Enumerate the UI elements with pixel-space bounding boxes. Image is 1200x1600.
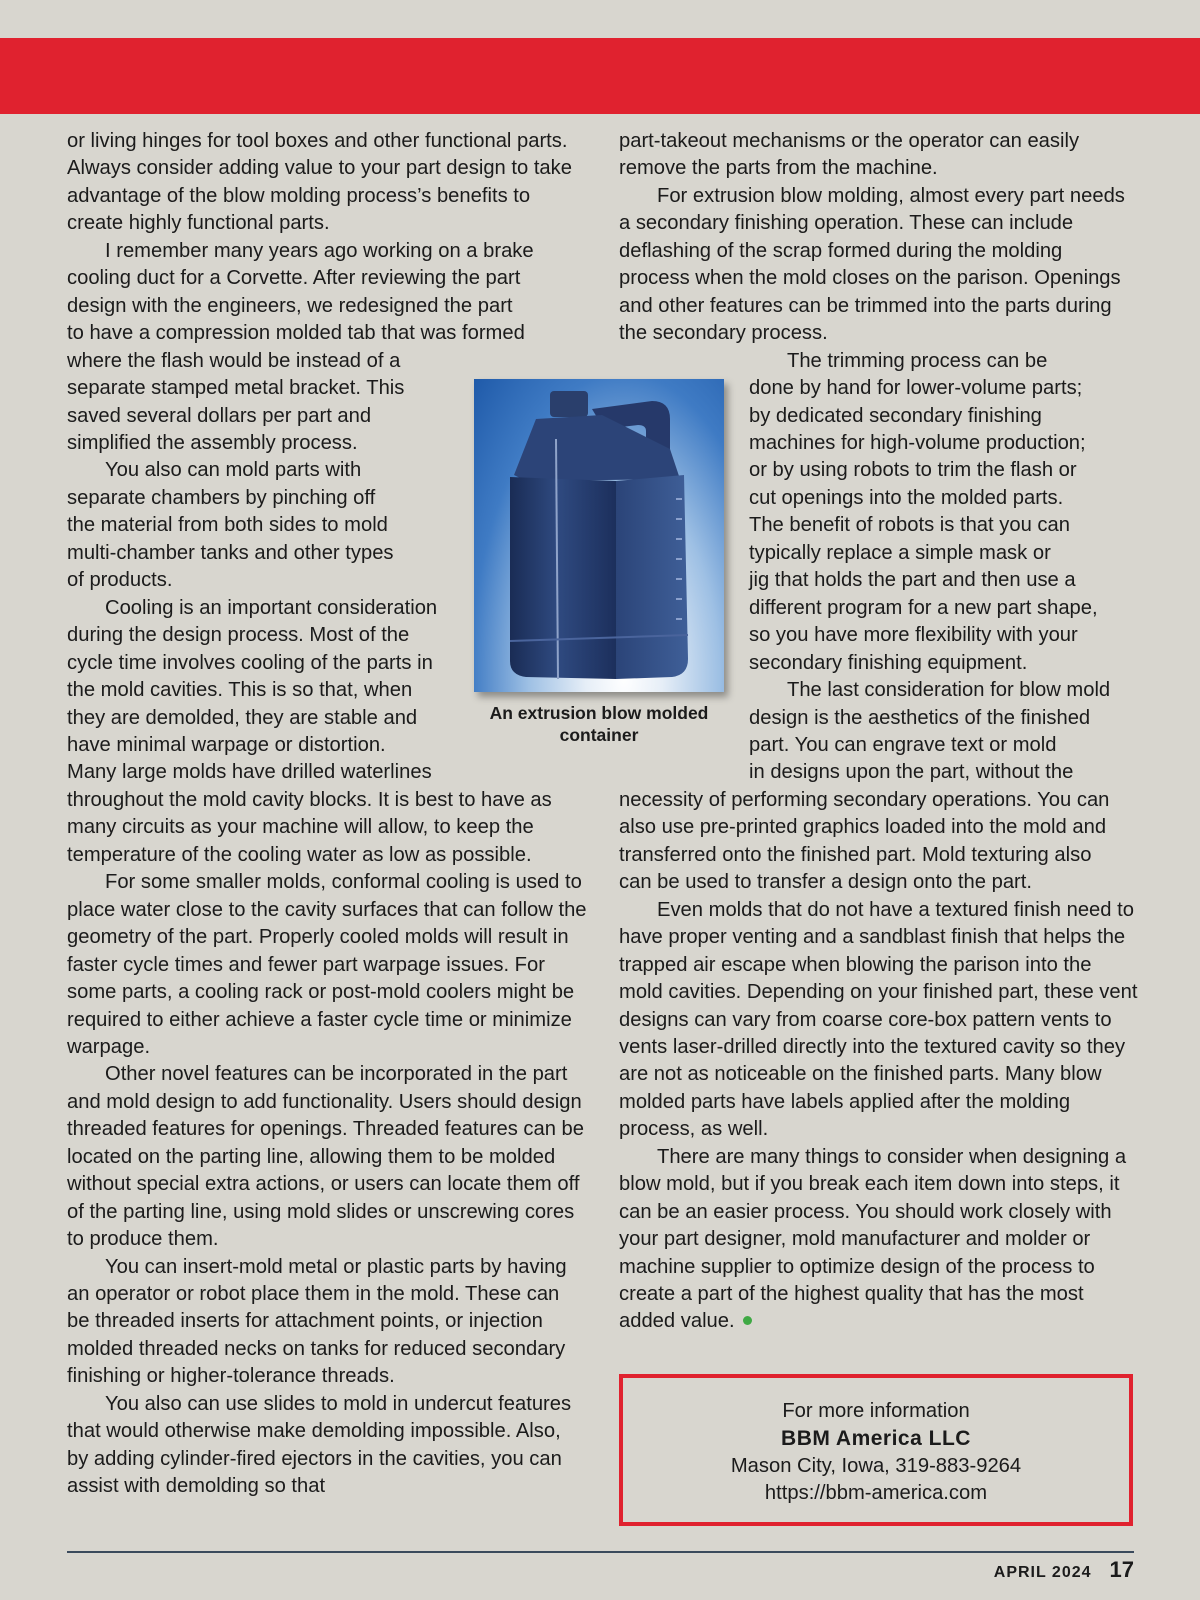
text-line: can be used to transfer a design onto the part. [619, 871, 1032, 894]
text-line: typically replace a simple mask or [749, 541, 1051, 564]
text-line: transferred onto the finished part. Mold texturing also [619, 843, 1092, 866]
text-line: or by using robots to trim the flash or [749, 459, 1077, 482]
text-line: Many large molds have drilled waterlines [67, 761, 432, 784]
paragraph: For extrusion blow molding, almost every part needs a secondary finishing operation. These can include deflashing of the scrap formed during the molding process when the mold closes on the parison. Openings and other features can be trimmed into the parts during the secondary process. [619, 184, 1125, 345]
text-line: different program for a new part shape, [749, 596, 1098, 619]
text-line: I remember many years ago working on a brake [105, 239, 534, 262]
paragraph: For some smaller molds, conformal cooling is used to place water close to the cavity surfaces that can follow the geometry of the part. Properly cooled molds will result in faster cycle times and fewer part warpage issues. For some parts, a cooling rack or post-mold coolers might be required to either achieve a faster cycle time or minimize warpage. [67, 871, 587, 1058]
jug-illustration [474, 379, 724, 692]
text-line: machines for high-volume production; [749, 431, 1086, 454]
text-line: by dedicated secondary finishing [749, 404, 1042, 427]
paragraph: You can insert-mold metal or plastic parts by having an operator or robot place them in the mold. These can be threaded inserts for attachment points, or injection molded threaded necks on tanks for reduced secondary finishing or higher-tolerance threads. [67, 1255, 567, 1388]
text-line: of products. [67, 569, 173, 592]
info-lead: For more information [782, 1400, 970, 1422]
paragraph-text: There are many things to consider when designing a blow mold, but if you break each item down into steps, it can be an easier process. You should work closely with your part designer, mold manufacturer and molder or machine supplier to optimize design of the process to create a part of the highest quality that has the most added value. [619, 1145, 1127, 1333]
issue-date: APRIL 2024 [993, 1564, 1092, 1581]
side-face [616, 475, 688, 679]
paragraph: part-takeout mechanisms or the operator can easily remove the parts from the machine. [619, 130, 1080, 180]
left-column [67, 128, 587, 1501]
text-line: have minimal warpage or distortion. [67, 733, 386, 756]
page-footer [994, 1557, 1134, 1583]
figure-caption: An extrusion blow molded container [489, 703, 709, 745]
text-line: saved several dollars per part and [67, 404, 372, 427]
page-number: 17 [1109, 1557, 1134, 1582]
company-address: Mason City, Iowa, 319-883-9264 [730, 1454, 1022, 1477]
text-line: separate chambers by pinching off [67, 486, 376, 509]
footer-rule [67, 1551, 1134, 1553]
text-line: so you have more flexibility with your [749, 624, 1078, 647]
text-line: The trimming process can be [787, 349, 1048, 372]
text-line: Cooling is an important consideration [105, 596, 438, 619]
text-line: cut openings into the molded parts. [749, 486, 1064, 509]
text-line: design is the aesthetics of the finished [749, 706, 1091, 729]
text-line: cooling duct for a Corvette. After reviewing the part [67, 267, 521, 290]
text-line: jig that holds the part and then use a [749, 569, 1076, 592]
company-name: BBM America LLC [781, 1427, 971, 1451]
text-line: done by hand for lower-volume parts; [749, 377, 1083, 400]
text-line: design with the engineers, we redesigned the part [67, 294, 513, 317]
text-line: necessity of performing secondary operations. You can [619, 788, 1110, 811]
text-line: in designs upon the part, without the [749, 761, 1074, 784]
paragraph [619, 1144, 1138, 1336]
company-url[interactable]: https://bbm-america.com [764, 1482, 988, 1505]
header-band [0, 38, 1200, 114]
paragraph: Even molds that do not have a textured finish need to have proper venting and a sandblast finish that helps the trapped air escape when blowing the parison into the mold cavities. Depending on your finished part, these vent designs can vary from coarse core-box pattern vents to vents laser-drilled directly into the textured cavity so they are not as noticeable on the finished parts. Many blow molded parts have labels applied after the molding process, as well. [619, 898, 1138, 1141]
paragraph: Other novel features can be incorporated in the part and mold design to add functionality. Users should design threaded features for openings. Threaded features can be located on the parting line, allowing them to be molded without special extra actions, or users can locate them off of the parting line, using mold slides or unscrewing cores to produce them. [67, 1063, 585, 1251]
text-line: The benefit of robots is that you can [749, 514, 1070, 537]
info-box [619, 1374, 1133, 1526]
text-line: separate stamped metal bracket. This [67, 377, 405, 400]
text-line: The last consideration for blow mold [787, 679, 1111, 702]
container-photo [474, 379, 724, 692]
paragraph: You also can use slides to mold in undercut features that would otherwise make demolding impossible. Also, by adding cylinder-fired ejectors in the cavities, you can assist with demolding so that [67, 1392, 572, 1498]
text-line: also use pre-printed graphics loaded into the mold and [619, 816, 1107, 839]
end-mark-icon [743, 1316, 752, 1325]
text-line: they are demolded, they are stable and [67, 706, 418, 729]
text-line: simplified the assembly process. [67, 431, 358, 454]
text-line: secondary finishing equipment. [749, 651, 1028, 674]
text-line: multi-chamber tanks and other types [67, 541, 394, 564]
text-line: where the flash would be instead of a [67, 349, 401, 372]
paragraph: or living hinges for tool boxes and other functional parts. Always consider adding value to your part design to take advantage of the blow molding process’s benefits to create highly functional parts. [67, 130, 572, 235]
text-line: temperature of the cooling water as low as possible. [67, 843, 532, 866]
text-line: during the design process. Most of the [67, 624, 410, 647]
text-line: the material from both sides to mold [67, 514, 388, 537]
text-line: throughout the mold cavity blocks. It is best to have as [67, 788, 552, 811]
text-line: the mold cavities. This is so that, when [67, 679, 413, 702]
text-line: to have a compression molded tab that was formed [67, 322, 525, 345]
text-line: cycle time involves cooling of the parts in [67, 651, 433, 674]
figure [474, 379, 724, 746]
text-line: You also can mold parts with [105, 459, 362, 482]
front-face [510, 477, 616, 679]
text-line: part. You can engrave text or mold [749, 733, 1057, 756]
cap-shape [550, 391, 588, 417]
text-line: many circuits as your machine will allow, to keep the [67, 816, 534, 839]
